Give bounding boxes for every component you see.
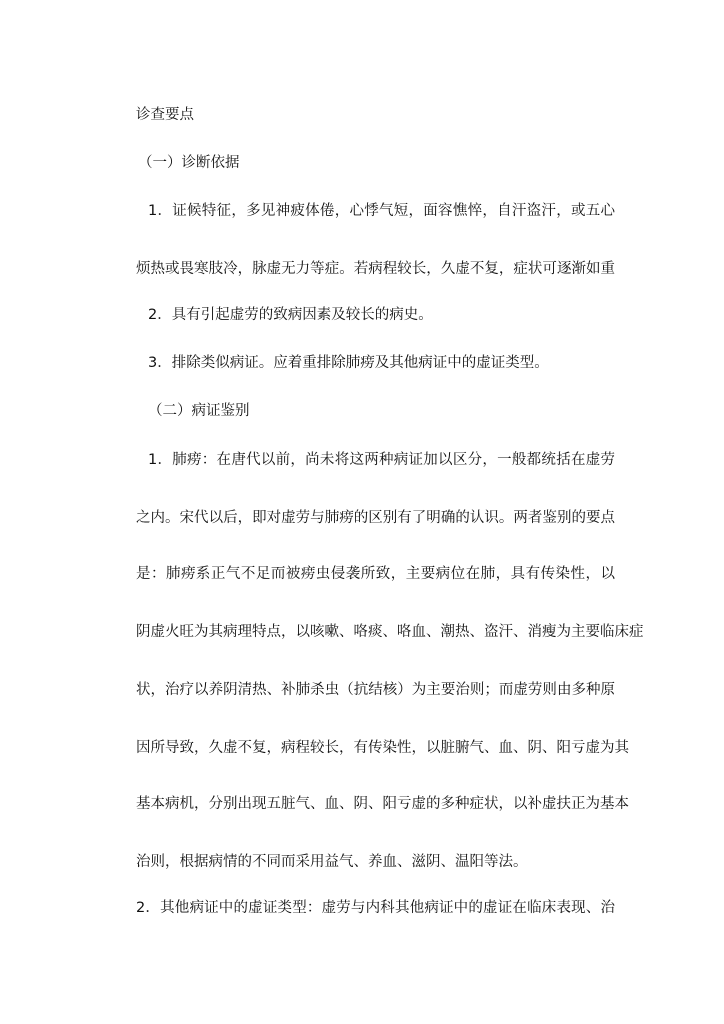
section-heading: 诊查要点 xyxy=(136,107,194,123)
subsection-title-differentiation: （二）病证鉴别 xyxy=(148,403,250,419)
paragraph-line: 治则，根据病情的不同而采用益气、养血、滋阴、温阳等法。 xyxy=(136,854,528,870)
paragraph-line: 之内。宋代以后，即对虚劳与肺痨的区别有了明确的认识。两者鉴别的要点 xyxy=(136,510,615,526)
list-item: 3．排除类似病证。应着重排除肺痨及其他病证中的虚证类型。 xyxy=(148,355,549,371)
paragraph-line: 1．肺痨：在唐代以前，尚未将这两种病证加以区分，一般都统括在虚劳 xyxy=(148,452,615,468)
paragraph-line: 状，治疗以养阴清热、补肺杀虫（抗结核）为主要治则；而虚劳则由多种原 xyxy=(136,682,615,698)
paragraph-line: 因所导致，久虚不复，病程较长，有传染性，以脏腑气、血、阴、阳亏虚为其 xyxy=(136,740,629,756)
paragraph-line: 阴虚火旺为其病理特点，以咳嗽、咯痰、咯血、潮热、盗汗、消瘦为主要临床症 xyxy=(136,624,644,640)
paragraph-line: 是：肺痨系正气不足而被痨虫侵袭所致，主要病位在肺，具有传染性，以 xyxy=(136,566,615,582)
paragraph-line: 2．其他病证中的虚证类型：虚劳与内科其他病证中的虚证在临床表现、治 xyxy=(136,900,615,916)
paragraph-line: 烦热或畏寒肢冷，脉虚无力等症。若病程较长，久虚不复，症状可逐渐如重 xyxy=(136,261,615,277)
list-item: 2．具有引起虚劳的致病因素及较长的病史。 xyxy=(148,307,433,323)
paragraph-line: 基本病机，分别出现五脏气、血、阴、阳亏虚的多种症状，以补虚扶正为基本 xyxy=(136,796,629,812)
paragraph-line: 1．证候特征，多见神疲体倦，心悸气短，面容憔悴，自汗盗汗，或五心 xyxy=(148,203,615,219)
subsection-title-diagnosis: （一）诊断依据 xyxy=(138,155,240,171)
